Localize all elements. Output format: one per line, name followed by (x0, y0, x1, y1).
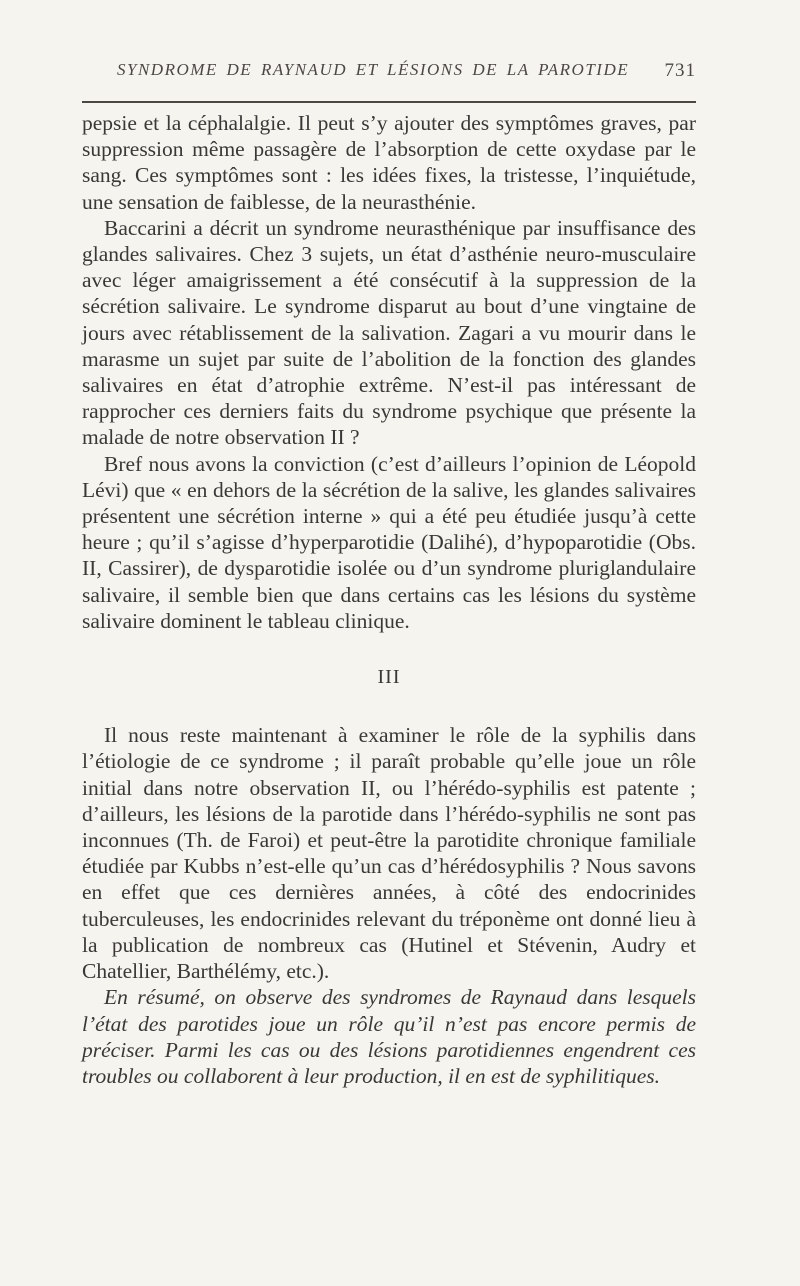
paragraph-continuation: pepsie et la céphalalgie. Il peut s’y ajouter des symptômes graves, par suppression même passagère de l’absorption de cette oxydase par le sang. Ces symptômes sont : les idées fixes, la tristesse, l’inquiétude, une sensation de faiblesse, de la neurasthénie. (82, 111, 696, 214)
section-number: III (377, 666, 401, 689)
paragraph-baccarini: Baccarini a décrit un syndrome neurasthénique par insuffisance des glandes salivaires. Chez 3 sujets, un état d’asthénie neuro-musculaire avec léger amaigrissement a été consécutif à la suppression de la sécrétion salivaire. Le syndrome disparut au bout d’une vingtaine de jours avec rétablissement de la salivation. Zagari a vu mourir dans le marasme un sujet par suite de l’abolition de la fonction des glandes salivaires en état d’atrophie extrême. N’est-il pas intéressant de rapprocher ces derniers faits du syndrome psychique que présente la malade de notre observation II ? (82, 215, 696, 450)
paragraph-summary: En résumé, on observe des syndromes de Raynaud dans lesquels l’état des parotides joue un rôle qu’il n’est pas encore permis de préciser. Parmi les cas ou des lésions parotidiennes engendrent ces troubles ou collaborent à leur production, il en est de syphilitiques. (82, 985, 696, 1088)
running-head (82, 60, 696, 88)
page-number: 731 (664, 60, 696, 81)
running-title: SYNDROME DE RAYNAUD ET LÉSIONS DE LA PAROTIDE (117, 60, 630, 79)
body-text (82, 110, 696, 1089)
paragraph-syphilis: Il nous reste maintenant à examiner le rôle de la syphilis dans l’étiologie de ce syndrome ; il paraît probable qu’elle joue un rôle initial dans notre observation II, ou l’hérédo-syphilis est patente ; d’ailleurs, les lésions de la parotide dans l’hérédo-syphilis ne sont pas inconnues (Th. de Faroi) et peut-être la parotidite chronique familiale étudiée par Kubbs n’est-elle qu’un cas d’hérédosyphilis ? Nous savons en effet que ces dernières années, à côté des endocrinides tuberculeuses, les endocrinides relevant du tréponème ont donné lieu à la publication de nombreux cas (Hutinel et Stévenin, Audry et Chatellier, Barthélémy, etc.). (82, 723, 696, 984)
paragraph-conviction: Bref nous avons la conviction (c’est d’ailleurs l’opinion de Léopold Lévi) que « en dehors de la sécrétion de la salive, les glandes salivaires présentent une sécrétion interne » qui a été peu étudiée jusqu’à cette heure ; qu’il s’agisse d’hyperparotidie (Dalihé), d’hypoparotidie (Obs. II, Cassirer), de dysparotidie isolée ou d’un syndrome pluriglandulaire salivaire, il semble bien que dans certains cas les lésions du système salivaire dominent le tableau clinique. (82, 451, 696, 633)
header-rule (82, 101, 696, 103)
